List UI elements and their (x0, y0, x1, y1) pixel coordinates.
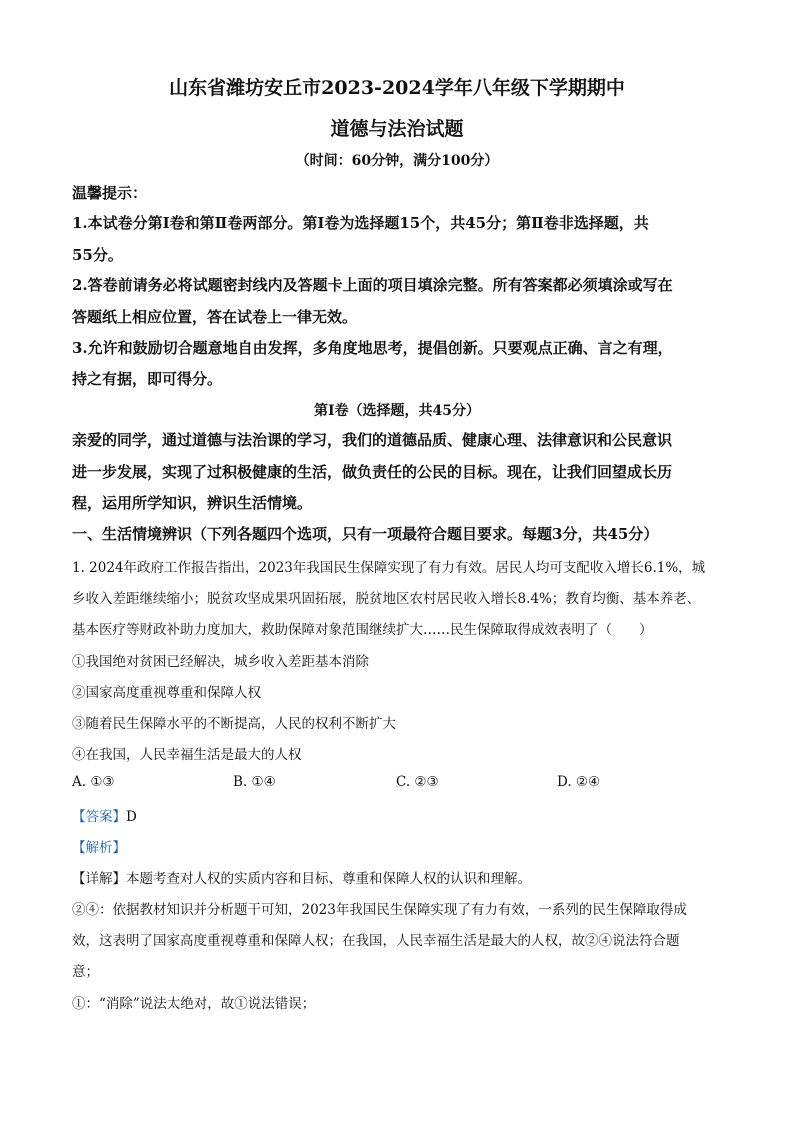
answer-value: D (126, 809, 137, 825)
option-d: D. ②④ (557, 774, 601, 790)
statement-3: ③随着民生保障水平的不断提高，人民的权利不断扩大 (72, 716, 396, 732)
explanation-line-1: ②④：依据教材知识并分析题干可知，2023年我国民生保障实现了有力有效，一系列的民生保障取得成 (72, 902, 687, 918)
statement-4: ④在我国，人民幸福生活是最大的人权 (72, 747, 302, 763)
question-1-stem-cont: 乡收入差距继续缩小；脱贫攻坚成果巩固拓展，脱贫地区农村居民收入增长8.4%；教育均衡、基本养老、 (72, 591, 701, 607)
detail-tag: 【详解】 (72, 871, 126, 887)
notice-item-2-cont: 答题纸上相应位置，答在试卷上一律无效。 (72, 308, 358, 326)
time-note: （时间：60分钟，满分100分） (295, 153, 499, 169)
question-1-stem-end: 基本医疗等财政补助力度加大，救助保障对象范围继续扩大……民生保障取得成效表明了（ ） (72, 622, 653, 638)
exam-title: 山东省潍坊安丘市2023-2024学年八年级下学期期中 (169, 77, 625, 99)
option-c: C. ②③ (396, 774, 439, 790)
section-1-intro-cont: 进一步发展，实现了过积极健康的生活，做负责任的公民的目标。现在，让我们回望成长历 (72, 463, 673, 481)
part-1-heading: 一、生活情境辨识（下列各题四个选项，只有一项最符合题目要求。每题3分，共45分） (72, 525, 659, 543)
analysis-line (72, 836, 126, 856)
notice-item-1-cont: 55分。 (72, 246, 123, 264)
question-1-stem: 1. 2024年政府工作报告指出，2023年我国民生保障实现了有力有效。居民人均可支配收入增长6.1%，城 (72, 560, 706, 576)
section-1-heading: 第Ⅰ卷（选择题，共45分） (313, 403, 481, 419)
exam-subject-title: 道德与法治试题 (330, 118, 464, 140)
detail-text: 本题考查对人权的实质内容和目标、尊重和保障人权的认识和理解。 (126, 871, 531, 887)
answer-line (72, 805, 137, 825)
explanation-line-4: ①：“消除”说法太绝对，故①说法错误； (72, 996, 316, 1012)
notice-item-3-cont: 持之有据，即可得分。 (72, 370, 223, 388)
statement-2: ②国家高度重视尊重和保障人权 (72, 685, 261, 701)
explanation-line-3: 意； (72, 964, 99, 980)
explanation-line-2: 效，这表明了国家高度重视尊重和保障人权；在我国，人民幸福生活是最大的人权，故②④说法符合题 (72, 933, 680, 949)
analysis-tag: 【解析】 (72, 840, 126, 856)
section-1-intro: 亲爱的同学，通过道德与法治课的学习，我们的道德品质、健康心理、法律意识和公民意识 (72, 431, 673, 449)
option-b: B. ①④ (233, 774, 276, 790)
option-a: A. ①③ (72, 774, 115, 790)
statement-1: ①我国绝对贫困已经解决，城乡收入差距基本消除 (72, 654, 369, 670)
notice-item-2: 2.答卷前请务必将试题密封线内及答题卡上面的项目填涂完整。所有答案都必须填涂或写在 (72, 276, 673, 294)
notice-item-3: 3.允许和鼓励切合题意地自由发挥，多角度地思考，提倡创新。只要观点正确、言之有理， (72, 339, 673, 357)
notice-item-1: 1.本试卷分第Ⅰ卷和第Ⅱ卷两部分。第Ⅰ卷为选择题15个，共45分；第Ⅱ卷非选择题，共 (72, 214, 649, 232)
answer-tag: 【答案】 (72, 809, 126, 825)
section-1-intro-end: 程，运用所学知识，辨识生活情境。 (72, 494, 313, 512)
notice-heading: 温馨提示： (72, 184, 148, 202)
detail-line (72, 867, 531, 887)
